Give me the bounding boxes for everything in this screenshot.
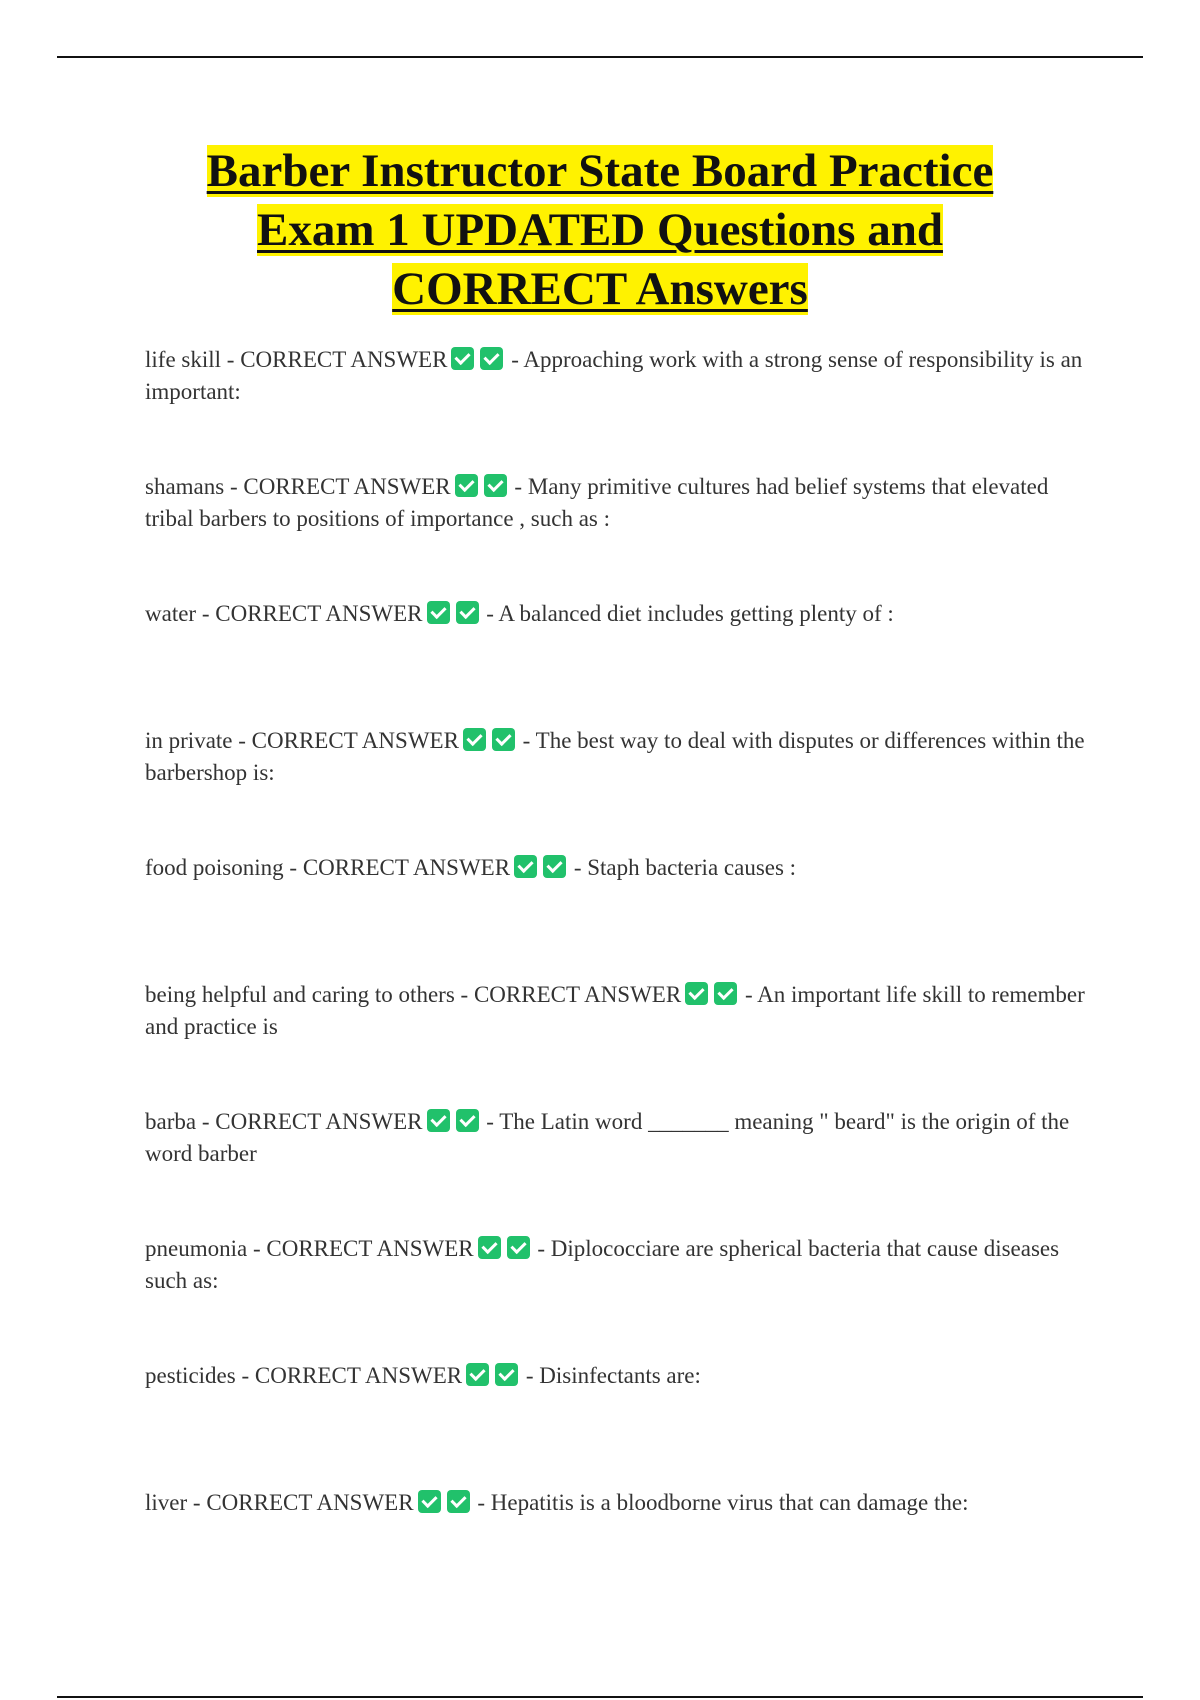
- check-icon: [478, 1236, 501, 1259]
- qa-item: shamans - CORRECT ANSWER - Many primitive cultures had belief systems that elevated tribal barbers to positions of importance , such as :: [145, 474, 1049, 531]
- question-text: A balanced diet includes getting plenty of :: [498, 601, 894, 626]
- title-line-2: Exam 1 UPDATED Questions and: [257, 204, 943, 256]
- check-icon: [484, 474, 507, 497]
- document-title: [100, 142, 1100, 319]
- answer-text: shamans: [145, 474, 225, 499]
- answer-marker: CORRECT ANSWER: [254, 1363, 463, 1388]
- answer-text: being helpful and caring to others: [145, 982, 455, 1007]
- qa-item: life skill - CORRECT ANSWER - Approaching work with a strong sense of responsibility is an important:: [145, 347, 1083, 404]
- qa-item: liver - CORRECT ANSWER - Hepatitis is a bloodborne virus that can damage the:: [145, 1490, 969, 1515]
- answer-marker: CORRECT ANSWER: [240, 347, 448, 372]
- title-line-1: Barber Instructor State Board Practice: [206, 145, 994, 197]
- qa-item: water - CORRECT ANSWER - A balanced diet includes getting plenty of :: [145, 601, 894, 626]
- check-icon: [685, 982, 708, 1005]
- answer-text: water: [145, 601, 197, 626]
- title-line-3: CORRECT Answers: [392, 263, 808, 315]
- answer-text: in private: [145, 728, 233, 753]
- check-icon: [418, 1490, 441, 1513]
- check-icon: [495, 1363, 518, 1386]
- answer-text: pneumonia: [145, 1236, 248, 1261]
- answer-marker: CORRECT ANSWER: [473, 982, 682, 1007]
- check-icon: [451, 347, 474, 370]
- answer-marker: CORRECT ANSWER: [251, 728, 459, 753]
- qa-item: in private - CORRECT ANSWER - The best way to deal with disputes or differences within the barbershop is:: [145, 728, 1085, 785]
- question-text: Many primitive cultures had belief systems that elevated tribal barbers to positions of importance , such as :: [145, 474, 1049, 531]
- check-icon: [507, 1236, 530, 1259]
- qa-list: [145, 344, 1090, 1614]
- question-text: Disinfectants are:: [539, 1363, 701, 1388]
- answer-marker: CORRECT ANSWER: [266, 1236, 474, 1261]
- check-icon: [427, 601, 450, 624]
- check-icon: [480, 347, 503, 370]
- qa-item: barba - CORRECT ANSWER - The Latin word _______ meaning " beard" is the origin of the word barber: [145, 1109, 1070, 1166]
- qa-item: pesticides - CORRECT ANSWER - Disinfectants are:: [145, 1363, 701, 1388]
- answer-text: barba: [145, 1109, 197, 1134]
- check-icon: [543, 855, 566, 878]
- check-icon: [456, 1109, 479, 1132]
- answer-marker: CORRECT ANSWER: [215, 601, 423, 626]
- answer-marker: CORRECT ANSWER: [206, 1490, 414, 1515]
- answer-marker: CORRECT ANSWER: [243, 474, 451, 499]
- check-icon: [447, 1490, 470, 1513]
- question-text: Staph bacteria causes :: [587, 855, 797, 880]
- check-icon: [466, 1363, 489, 1386]
- question-text: Diplococciare are spherical bacteria that cause diseases such as:: [145, 1236, 1060, 1293]
- question-text: An important life skill to remember and practice is: [145, 982, 1085, 1039]
- check-icon: [463, 728, 486, 751]
- answer-text: life skill: [145, 347, 222, 372]
- answer-marker: CORRECT ANSWER: [215, 1109, 423, 1134]
- question-text: The Latin word _______ meaning " beard" is the origin of the word barber: [145, 1109, 1070, 1166]
- answer-text: food poisoning: [145, 855, 284, 880]
- qa-item: being helpful and caring to others - CORRECT ANSWER - An important life skill to remember and practice is: [145, 982, 1085, 1039]
- check-icon: [492, 728, 515, 751]
- bottom-rule: [57, 1696, 1143, 1698]
- check-icon: [427, 1109, 450, 1132]
- check-icon: [514, 855, 537, 878]
- check-icon: [456, 601, 479, 624]
- top-rule: [57, 56, 1143, 58]
- answer-marker: CORRECT ANSWER: [302, 855, 511, 880]
- answer-text: liver: [145, 1490, 188, 1515]
- qa-item: pneumonia - CORRECT ANSWER - Diplococciare are spherical bacteria that cause diseases such as:: [145, 1236, 1060, 1293]
- question-text: Approaching work with a strong sense of responsibility is an important:: [145, 347, 1083, 404]
- check-icon: [714, 982, 737, 1005]
- qa-item: food poisoning - CORRECT ANSWER - Staph bacteria causes :: [145, 855, 797, 880]
- question-text: Hepatitis is a bloodborne virus that can damage the:: [490, 1490, 969, 1515]
- answer-text: pesticides: [145, 1363, 236, 1388]
- question-text: The best way to deal with disputes or differences within the barbershop is:: [145, 728, 1085, 785]
- check-icon: [455, 474, 478, 497]
